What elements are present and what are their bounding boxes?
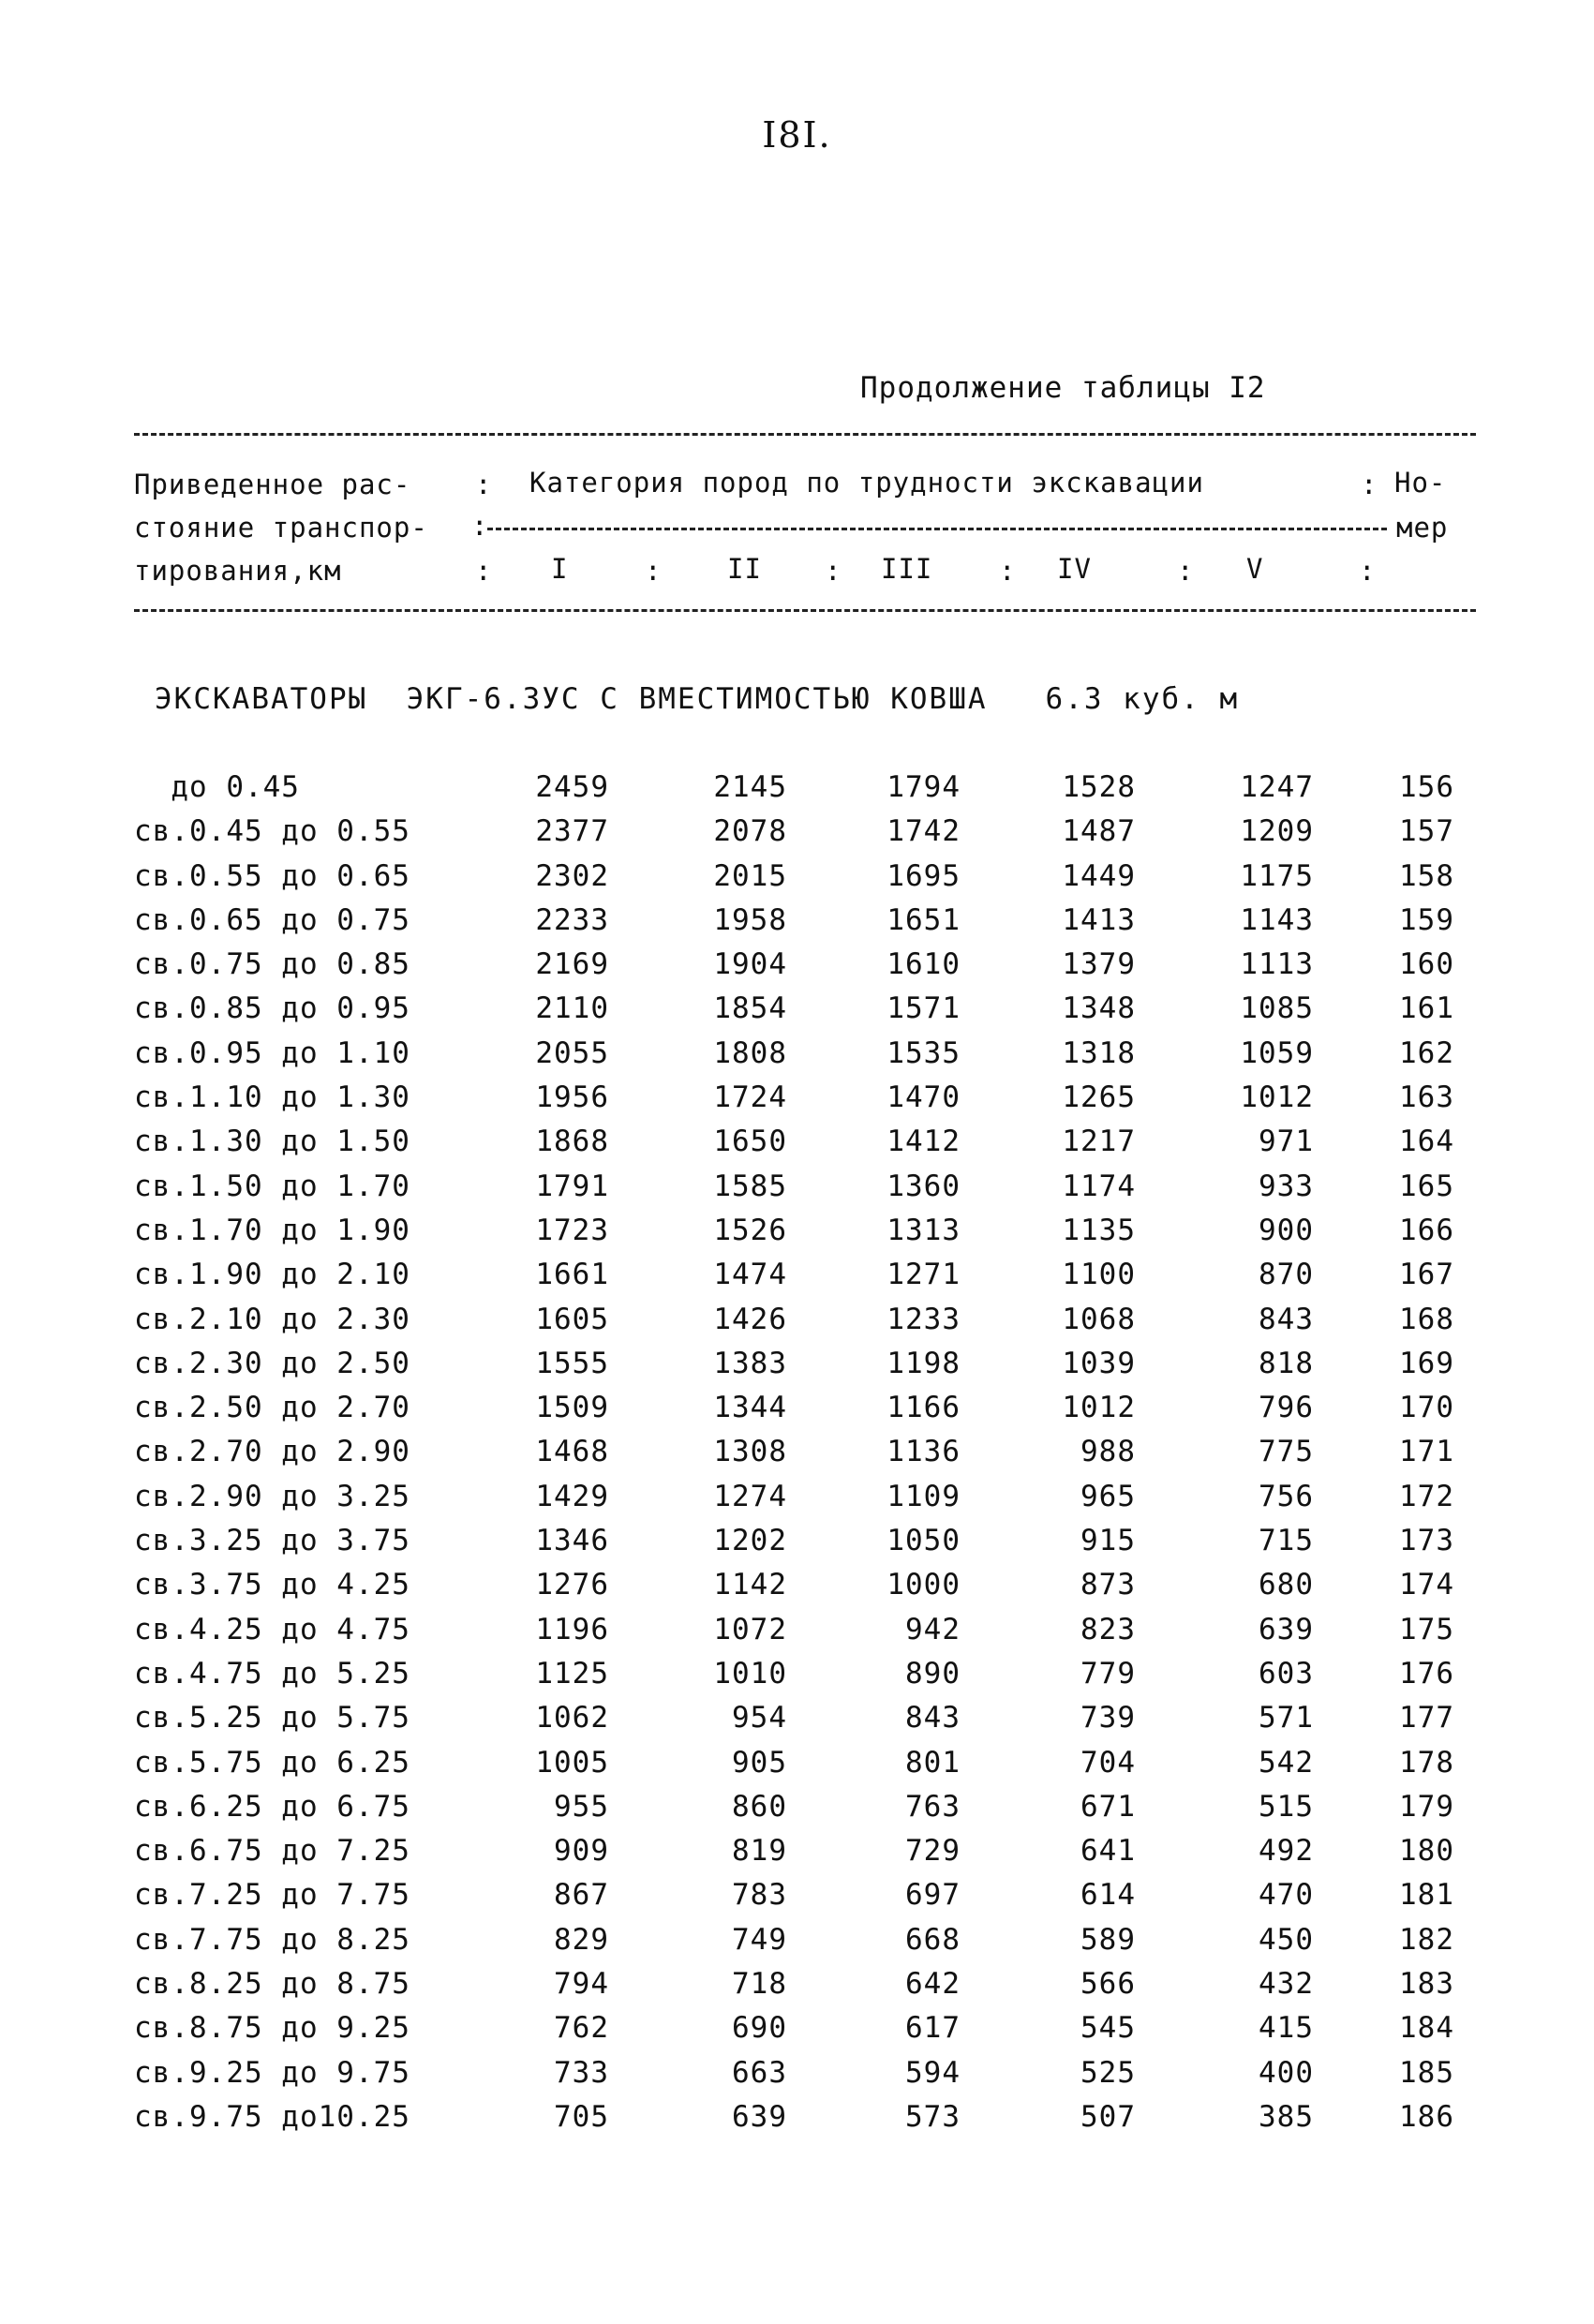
- row-number-cell: 167: [1399, 1258, 1454, 1292]
- category-3-value-cell: 843: [905, 1701, 961, 1736]
- category-2-value-cell: 954: [732, 1701, 787, 1736]
- category-2-value-cell: 1854: [713, 991, 787, 1026]
- category-5-value-cell: 492: [1259, 1834, 1314, 1869]
- row-number-cell: 173: [1399, 1524, 1454, 1558]
- distance-range-cell: св.0.95 до 1.10: [134, 1035, 410, 1070]
- row-number-cell: 156: [1399, 770, 1454, 804]
- category-1-value-cell: 2459: [535, 770, 609, 804]
- distance-range-cell: св.7.25 до 7.75: [134, 1878, 410, 1913]
- category-4-value-cell: 525: [1080, 2055, 1136, 2090]
- category-4-value-cell: 1217: [1062, 1125, 1136, 1159]
- category-1-value-cell: 829: [554, 1922, 609, 1957]
- table-continuation-label: Продолжение таблицы I2: [860, 371, 1266, 405]
- distance-range-cell: св.5.25 до 5.75: [134, 1701, 410, 1736]
- table-row: [0, 1347, 1594, 1391]
- category-3-value-cell: 1794: [886, 770, 961, 804]
- distance-range-cell: св.8.25 до 8.75: [134, 1967, 410, 2002]
- row-number-cell: 179: [1399, 1789, 1454, 1824]
- category-3-value-cell: 1233: [886, 1302, 961, 1336]
- category-3-value-cell: 1412: [886, 1125, 961, 1159]
- category-5-value-cell: 933: [1259, 1169, 1314, 1203]
- category-4-value-cell: 507: [1080, 2099, 1136, 2134]
- distance-range-cell: св.2.70 до 2.90: [134, 1435, 410, 1469]
- category-3-value-cell: 801: [905, 1745, 961, 1780]
- table-row: [0, 1036, 1594, 1080]
- category-4-value-cell: 965: [1080, 1479, 1136, 1513]
- table-row: [0, 814, 1594, 858]
- header-separator: :: [475, 555, 492, 587]
- header-col1-line3: тирования,км: [134, 555, 342, 587]
- table-row: [0, 1169, 1594, 1214]
- category-4-value-cell: 1265: [1062, 1080, 1136, 1115]
- distance-range-cell: св.9.75 до10.25: [134, 2099, 410, 2134]
- category-5-value-cell: 603: [1259, 1656, 1314, 1691]
- distance-range-cell: св.3.75 до 4.25: [134, 1568, 410, 1602]
- category-5-value-cell: 571: [1259, 1701, 1314, 1736]
- category-3-value-cell: 668: [905, 1922, 961, 1957]
- category-3-value-cell: 1198: [886, 1346, 961, 1380]
- header-separator: :: [999, 555, 1016, 587]
- table-header-bottom-rule: [134, 609, 1476, 612]
- category-4-value-cell: 1528: [1062, 770, 1136, 804]
- category-4-value-cell: 641: [1080, 1834, 1136, 1869]
- distance-range-cell: св.3.25 до 3.75: [134, 1524, 410, 1558]
- category-3-value-cell: 1742: [886, 814, 961, 849]
- header-number-line2: мер: [1396, 512, 1449, 544]
- distance-range-cell: св.0.45 до 0.55: [134, 814, 410, 849]
- category-5-value-cell: 1209: [1240, 814, 1314, 849]
- category-1-value-cell: 1555: [535, 1346, 609, 1380]
- category-2-value-cell: 1808: [713, 1035, 787, 1070]
- category-1-value-cell: 2377: [535, 814, 609, 849]
- category-4-value-cell: 823: [1080, 1612, 1136, 1646]
- category-4-value-cell: 545: [1080, 2011, 1136, 2046]
- distance-range-cell: св.2.50 до 2.70: [134, 1391, 410, 1425]
- category-2-value-cell: 1474: [713, 1258, 787, 1292]
- row-number-cell: 157: [1399, 814, 1454, 849]
- category-5-value-cell: 639: [1259, 1612, 1314, 1646]
- category-1-value-cell: 2055: [535, 1035, 609, 1070]
- table-row: [0, 1125, 1594, 1169]
- category-1-value-cell: 762: [554, 2011, 609, 2046]
- category-2-value-cell: 639: [732, 2099, 787, 2134]
- category-3-value-cell: 1470: [886, 1080, 961, 1115]
- category-4-value-cell: 1039: [1062, 1346, 1136, 1380]
- category-1-value-cell: 1723: [535, 1213, 609, 1247]
- header-separator: :: [1361, 469, 1378, 500]
- distance-range-cell: св.7.75 до 8.25: [134, 1922, 410, 1957]
- row-number-cell: 160: [1399, 947, 1454, 982]
- category-2-value-cell: 718: [732, 1967, 787, 2002]
- header-category-ii: II: [727, 553, 762, 585]
- distance-range-cell: до 0.45: [134, 770, 300, 804]
- table-row: [0, 1923, 1594, 1967]
- category-1-value-cell: 1005: [535, 1745, 609, 1780]
- category-2-value-cell: 2145: [713, 770, 787, 804]
- category-4-value-cell: 1379: [1062, 947, 1136, 982]
- category-2-value-cell: 663: [732, 2055, 787, 2090]
- category-2-value-cell: 749: [732, 1922, 787, 1957]
- table-row: [0, 1834, 1594, 1878]
- header-separator: :: [645, 555, 662, 587]
- category-3-value-cell: 763: [905, 1789, 961, 1824]
- row-number-cell: 168: [1399, 1302, 1454, 1336]
- category-3-value-cell: 1271: [886, 1258, 961, 1292]
- category-3-value-cell: 617: [905, 2011, 961, 2046]
- header-separator: :: [471, 510, 488, 542]
- category-3-value-cell: 1136: [886, 1435, 961, 1469]
- category-1-value-cell: 2110: [535, 991, 609, 1026]
- category-5-value-cell: 415: [1259, 2011, 1314, 2046]
- category-5-value-cell: 870: [1259, 1258, 1314, 1292]
- table-row: [0, 2100, 1594, 2144]
- category-1-value-cell: 867: [554, 1878, 609, 1913]
- category-4-value-cell: 1348: [1062, 991, 1136, 1026]
- category-4-value-cell: 915: [1080, 1524, 1136, 1558]
- header-category-v: V: [1246, 553, 1264, 585]
- table-body: [0, 770, 1594, 2144]
- row-number-cell: 170: [1399, 1391, 1454, 1425]
- category-1-value-cell: 1346: [535, 1524, 609, 1558]
- category-5-value-cell: 971: [1259, 1125, 1314, 1159]
- category-5-value-cell: 432: [1259, 1967, 1314, 2002]
- category-1-value-cell: 1125: [535, 1656, 609, 1691]
- distance-range-cell: св.0.85 до 0.95: [134, 991, 410, 1026]
- category-2-value-cell: 1724: [713, 1080, 787, 1115]
- category-5-value-cell: 450: [1259, 1922, 1314, 1957]
- table-row: [0, 1080, 1594, 1125]
- category-2-value-cell: 2015: [713, 858, 787, 893]
- category-5-value-cell: 715: [1259, 1524, 1314, 1558]
- category-2-value-cell: 1072: [713, 1612, 787, 1646]
- category-2-value-cell: 2078: [713, 814, 787, 849]
- row-number-cell: 172: [1399, 1479, 1454, 1513]
- row-number-cell: 176: [1399, 1656, 1454, 1691]
- row-number-cell: 181: [1399, 1878, 1454, 1913]
- row-number-cell: 183: [1399, 1967, 1454, 2002]
- header-separator: :: [825, 555, 842, 587]
- row-number-cell: 177: [1399, 1701, 1454, 1736]
- category-1-value-cell: 1429: [535, 1479, 609, 1513]
- category-3-value-cell: 890: [905, 1656, 961, 1691]
- row-number-cell: 163: [1399, 1080, 1454, 1115]
- distance-range-cell: св.6.75 до 7.25: [134, 1834, 410, 1869]
- category-3-value-cell: 1050: [886, 1524, 961, 1558]
- category-1-value-cell: 955: [554, 1789, 609, 1824]
- category-4-value-cell: 704: [1080, 1745, 1136, 1780]
- category-5-value-cell: 900: [1259, 1213, 1314, 1247]
- distance-range-cell: св.0.65 до 0.75: [134, 902, 410, 937]
- row-number-cell: 178: [1399, 1745, 1454, 1780]
- category-2-value-cell: 1274: [713, 1479, 787, 1513]
- category-5-value-cell: 1113: [1240, 947, 1314, 982]
- category-1-value-cell: 1509: [535, 1391, 609, 1425]
- category-5-value-cell: 1012: [1240, 1080, 1314, 1115]
- row-number-cell: 186: [1399, 2099, 1454, 2134]
- row-number-cell: 174: [1399, 1568, 1454, 1602]
- category-3-value-cell: 942: [905, 1612, 961, 1646]
- category-5-value-cell: 470: [1259, 1878, 1314, 1913]
- category-1-value-cell: 2302: [535, 858, 609, 893]
- header-col1-line2: стояние транспор-: [134, 512, 428, 544]
- distance-range-cell: св.2.30 до 2.50: [134, 1346, 410, 1380]
- distance-range-cell: св.1.30 до 1.50: [134, 1125, 410, 1159]
- category-3-value-cell: 729: [905, 1834, 961, 1869]
- category-5-value-cell: 796: [1259, 1391, 1314, 1425]
- category-1-value-cell: 794: [554, 1967, 609, 2002]
- category-1-value-cell: 705: [554, 2099, 609, 2134]
- category-4-value-cell: 614: [1080, 1878, 1136, 1913]
- distance-range-cell: св.5.75 до 6.25: [134, 1745, 410, 1780]
- row-number-cell: 159: [1399, 902, 1454, 937]
- category-2-value-cell: 1526: [713, 1213, 787, 1247]
- row-number-cell: 185: [1399, 2055, 1454, 2090]
- table-row: [0, 859, 1594, 903]
- category-1-value-cell: 733: [554, 2055, 609, 2090]
- table-top-rule: [134, 433, 1476, 436]
- category-3-value-cell: 1166: [886, 1391, 961, 1425]
- category-4-value-cell: 1449: [1062, 858, 1136, 893]
- category-3-value-cell: 1651: [886, 902, 961, 937]
- distance-range-cell: св.2.90 до 3.25: [134, 1479, 410, 1513]
- table-row: [0, 770, 1594, 814]
- row-number-cell: 169: [1399, 1346, 1454, 1380]
- category-2-value-cell: 860: [732, 1789, 787, 1824]
- header-separator: :: [475, 469, 492, 500]
- category-1-value-cell: 1868: [535, 1125, 609, 1159]
- category-4-value-cell: 1487: [1062, 814, 1136, 849]
- category-5-value-cell: 843: [1259, 1302, 1314, 1336]
- category-2-value-cell: 1650: [713, 1125, 787, 1159]
- category-5-value-cell: 1059: [1240, 1035, 1314, 1070]
- category-3-value-cell: 1109: [886, 1479, 961, 1513]
- category-4-value-cell: 566: [1080, 1967, 1136, 2002]
- category-3-value-cell: 594: [905, 2055, 961, 2090]
- distance-range-cell: св.1.10 до 1.30: [134, 1080, 410, 1115]
- category-5-value-cell: 400: [1259, 2055, 1314, 2090]
- category-4-value-cell: 671: [1080, 1789, 1136, 1824]
- category-5-value-cell: 1247: [1240, 770, 1314, 804]
- distance-range-cell: св.2.10 до 2.30: [134, 1302, 410, 1336]
- category-5-value-cell: 1085: [1240, 991, 1314, 1026]
- category-4-value-cell: 1100: [1062, 1258, 1136, 1292]
- row-number-cell: 161: [1399, 991, 1454, 1026]
- category-5-value-cell: 542: [1259, 1745, 1314, 1780]
- category-5-value-cell: 1175: [1240, 858, 1314, 893]
- category-3-value-cell: 1313: [886, 1213, 961, 1247]
- distance-range-cell: св.8.75 до 9.25: [134, 2011, 410, 2046]
- category-2-value-cell: 690: [732, 2011, 787, 2046]
- header-category-rule: [487, 528, 1387, 530]
- header-category-iv: IV: [1057, 553, 1092, 585]
- category-1-value-cell: 2233: [535, 902, 609, 937]
- category-3-value-cell: 642: [905, 1967, 961, 2002]
- category-1-value-cell: 1062: [535, 1701, 609, 1736]
- table-row: [0, 1214, 1594, 1258]
- distance-range-cell: св.0.55 до 0.65: [134, 858, 410, 893]
- category-1-value-cell: 909: [554, 1834, 609, 1869]
- table-row: [0, 1613, 1594, 1657]
- header-category-i: I: [551, 553, 569, 585]
- row-number-cell: 175: [1399, 1612, 1454, 1646]
- row-number-cell: 166: [1399, 1213, 1454, 1247]
- category-3-value-cell: 1360: [886, 1169, 961, 1203]
- category-1-value-cell: 1661: [535, 1258, 609, 1292]
- category-3-value-cell: 1695: [886, 858, 961, 893]
- category-1-value-cell: 1276: [535, 1568, 609, 1602]
- category-5-value-cell: 680: [1259, 1568, 1314, 1602]
- header-separator: :: [1177, 555, 1194, 587]
- category-4-value-cell: 1068: [1062, 1302, 1136, 1336]
- distance-range-cell: св.6.25 до 6.75: [134, 1789, 410, 1824]
- category-4-value-cell: 779: [1080, 1656, 1136, 1691]
- category-2-value-cell: 1904: [713, 947, 787, 982]
- category-2-value-cell: 819: [732, 1834, 787, 1869]
- category-1-value-cell: 1196: [535, 1612, 609, 1646]
- category-4-value-cell: 1012: [1062, 1391, 1136, 1425]
- category-4-value-cell: 873: [1080, 1568, 1136, 1602]
- category-2-value-cell: 1958: [713, 902, 787, 937]
- category-1-value-cell: 1468: [535, 1435, 609, 1469]
- table-row: [0, 903, 1594, 947]
- category-1-value-cell: 1791: [535, 1169, 609, 1203]
- category-2-value-cell: 783: [732, 1878, 787, 1913]
- category-4-value-cell: 1174: [1062, 1169, 1136, 1203]
- row-number-cell: 180: [1399, 1834, 1454, 1869]
- category-2-value-cell: 1344: [713, 1391, 787, 1425]
- category-4-value-cell: 1318: [1062, 1035, 1136, 1070]
- row-number-cell: 182: [1399, 1922, 1454, 1957]
- distance-range-cell: св.1.90 до 2.10: [134, 1258, 410, 1292]
- distance-range-cell: св.9.25 до 9.75: [134, 2055, 410, 2090]
- header-category-iii: III: [881, 553, 933, 585]
- distance-range-cell: св.4.75 до 5.25: [134, 1656, 410, 1691]
- category-5-value-cell: 756: [1259, 1479, 1314, 1513]
- category-5-value-cell: 1143: [1240, 902, 1314, 937]
- table-row: [0, 1258, 1594, 1302]
- category-2-value-cell: 1308: [713, 1435, 787, 1469]
- row-number-cell: 158: [1399, 858, 1454, 893]
- table-row: [0, 991, 1594, 1035]
- distance-range-cell: св.0.75 до 0.85: [134, 947, 410, 982]
- distance-range-cell: св.1.70 до 1.90: [134, 1213, 410, 1247]
- category-2-value-cell: 1383: [713, 1346, 787, 1380]
- category-5-value-cell: 385: [1259, 2099, 1314, 2134]
- category-4-value-cell: 988: [1080, 1435, 1136, 1469]
- section-title: ЭКСКАВАТОРЫ ЭКГ-6.3УС С ВМЕСТИМОСТЬЮ КОВША 6.3 куб. м: [155, 682, 1240, 716]
- category-3-value-cell: 1610: [886, 947, 961, 982]
- header-separator: :: [1359, 555, 1376, 587]
- table-row: [0, 947, 1594, 991]
- category-3-value-cell: 697: [905, 1878, 961, 1913]
- category-3-value-cell: 1571: [886, 991, 961, 1026]
- table-row: [0, 1568, 1594, 1612]
- category-4-value-cell: 1413: [1062, 902, 1136, 937]
- table-row: [0, 1790, 1594, 1834]
- table-row: [0, 2056, 1594, 2100]
- distance-range-cell: св.4.25 до 4.75: [134, 1612, 410, 1646]
- row-number-cell: 171: [1399, 1435, 1454, 1469]
- category-4-value-cell: 589: [1080, 1922, 1136, 1957]
- table-row: [0, 1524, 1594, 1568]
- distance-range-cell: св.1.50 до 1.70: [134, 1169, 410, 1203]
- category-1-value-cell: 1605: [535, 1302, 609, 1336]
- row-number-cell: 165: [1399, 1169, 1454, 1203]
- row-number-cell: 184: [1399, 2011, 1454, 2046]
- row-number-cell: 164: [1399, 1125, 1454, 1159]
- category-2-value-cell: 1585: [713, 1169, 787, 1203]
- table-row: [0, 1303, 1594, 1347]
- table-row: [0, 1480, 1594, 1524]
- table-row: [0, 1435, 1594, 1479]
- table-row: [0, 1391, 1594, 1435]
- table-row: [0, 1657, 1594, 1701]
- header-category-title: Категория пород по трудности экскавации: [529, 467, 1204, 499]
- category-4-value-cell: 1135: [1062, 1213, 1136, 1247]
- category-3-value-cell: 1000: [886, 1568, 961, 1602]
- table-row: [0, 1967, 1594, 2011]
- category-5-value-cell: 515: [1259, 1789, 1314, 1824]
- category-2-value-cell: 1202: [713, 1524, 787, 1558]
- category-5-value-cell: 775: [1259, 1435, 1314, 1469]
- row-number-cell: 162: [1399, 1035, 1454, 1070]
- category-3-value-cell: 1535: [886, 1035, 961, 1070]
- category-2-value-cell: 1010: [713, 1656, 787, 1691]
- table-row: [0, 1878, 1594, 1922]
- category-5-value-cell: 818: [1259, 1346, 1314, 1380]
- table-row: [0, 1746, 1594, 1790]
- category-1-value-cell: 2169: [535, 947, 609, 982]
- category-1-value-cell: 1956: [535, 1080, 609, 1115]
- header-col1-line1: Приведенное рас-: [134, 469, 411, 500]
- category-2-value-cell: 1426: [713, 1302, 787, 1336]
- page-number: I8I.: [762, 114, 832, 156]
- header-number-line1: Но-: [1394, 467, 1447, 499]
- table-row: [0, 2011, 1594, 2055]
- table-row: [0, 1701, 1594, 1745]
- category-2-value-cell: 1142: [713, 1568, 787, 1602]
- category-3-value-cell: 573: [905, 2099, 961, 2134]
- category-2-value-cell: 905: [732, 1745, 787, 1780]
- category-4-value-cell: 739: [1080, 1701, 1136, 1736]
